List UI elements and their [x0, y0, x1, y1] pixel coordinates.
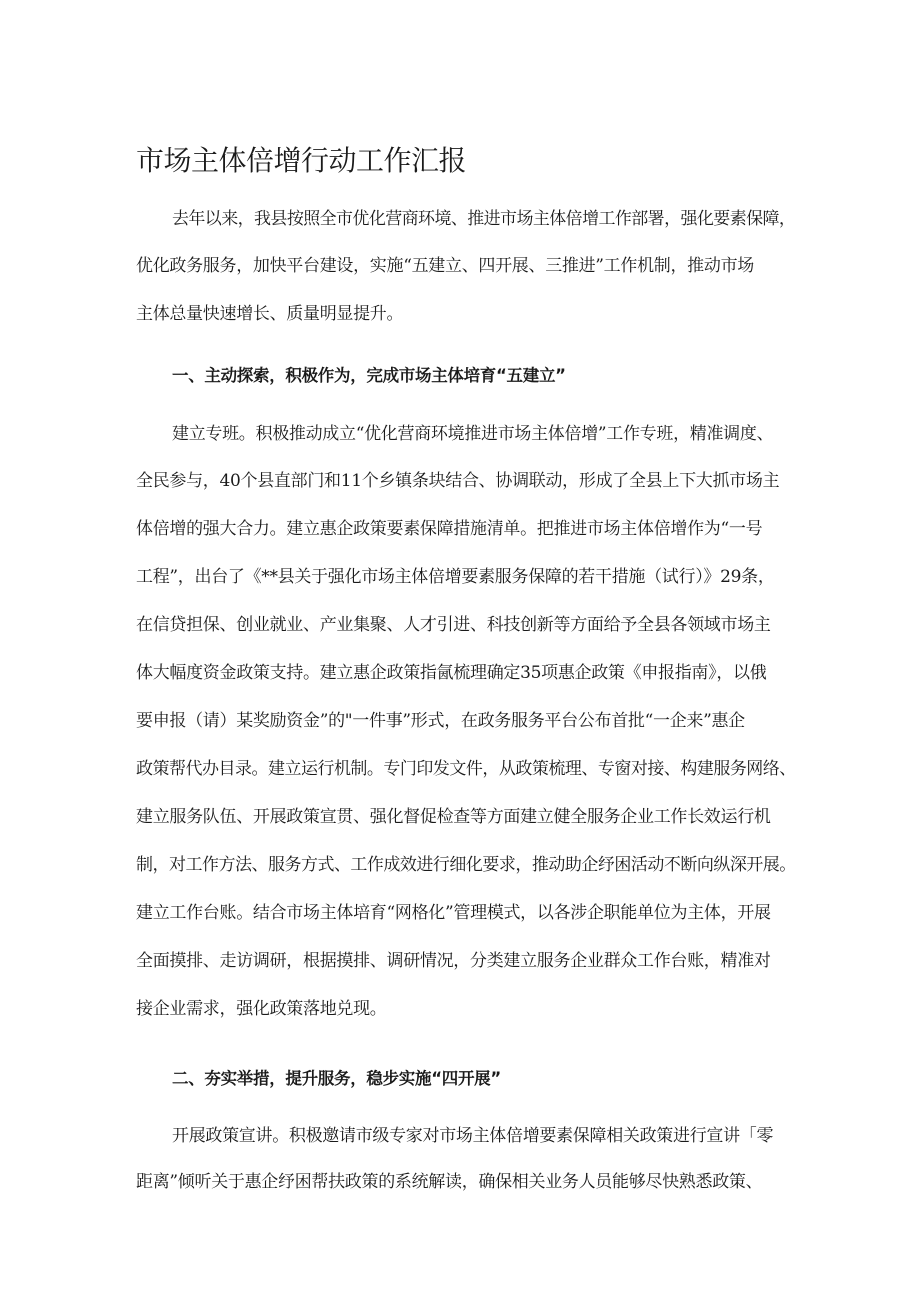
section-1-line-10: 制，对工作方法、服务方式、工作成效进行细化要求，推动助企纾困活动不断向纵深开展。 [136, 855, 796, 875]
document-title: 市场主体倍增行动工作汇报 [136, 144, 467, 177]
section-2-heading: 二、夯实举措，提升服务，稳步实施“四开展” [172, 1069, 501, 1088]
section-1-line-4: 工程”，出台了《**县关于强化市场主体倍增要素服务保障的若干措施（试行）》29条， [136, 567, 775, 587]
section-1-line-3: 体倍增的强大合力。建立惠企政策要素保障措施清单。把推进市场主体倍增作为“一号 [136, 519, 763, 539]
section-2-line-2: 距离”倾听关于惠企纾困帮扶政策的系统解读，确保相关业务人员能够尽快熟悉政策、 [136, 1172, 763, 1192]
section-1-line-12: 全面摸排、走访调研，根据摸排、调研情况，分类建立服务企业群众工作台账，精准对 [136, 951, 771, 971]
section-2-line-1: 开展政策宣讲。积极邀请市级专家对市场主体倍增要素保障相关政策进行宣讲「零 [172, 1126, 774, 1146]
section-1-line-1: 建立专班。积极推动成立“优化营商环境推进市场主体倍增”工作专班，精准调度、 [172, 424, 774, 444]
section-1-line-2: 全民参与，40个县直部门和11个乡镇条块结合、协调联动，形成了全县上下大抓市场主 [136, 471, 780, 491]
intro-line-3: 主体总量快速增长、质量明显提升。 [136, 304, 404, 324]
section-1-line-13: 接企业需求，强化政策落地兑现。 [136, 999, 387, 1019]
section-1-line-7: 要申报（请）某奖励资金”的"一件事”形式，在政务服务平台公布首批“一企来”惠企 [136, 711, 745, 731]
section-1-line-5: 在信贷担保、创业就业、产业集聚、人才引进、科技创新等方面给予全县各领域市场主 [136, 615, 771, 635]
section-1-line-11: 建立工作台账。结合市场主体培育“网格化”管理模式，以各涉企职能单位为主体，开展 [136, 903, 771, 923]
section-1-line-9: 建立服务队伍、开展政策宣贯、强化督促检查等方面建立健全服务企业工作长效运行机 [136, 807, 771, 827]
intro-line-2: 优化政务服务，加快平台建设，实施“五建立、四开展、三推进”工作机制，推动市场 [136, 256, 754, 276]
section-1-line-8: 政策帮代办目录。建立运行机制。专门印发文件，从政策梳理、专窗对接、构建服务网络、 [136, 759, 796, 779]
section-1-heading: 一、主动探索，积极作为，完成市场主体培育“五建立” [172, 366, 566, 385]
intro-line-1: 去年以来，我县按照全市优化营商环境、推进市场主体倍增工作部署，强化要素保障， [172, 209, 796, 229]
section-1-line-6: 体大幅度资金政策支持。建立惠企政策指氤梳理确定35项惠企政策《申报指南》，以俄 [136, 663, 767, 683]
